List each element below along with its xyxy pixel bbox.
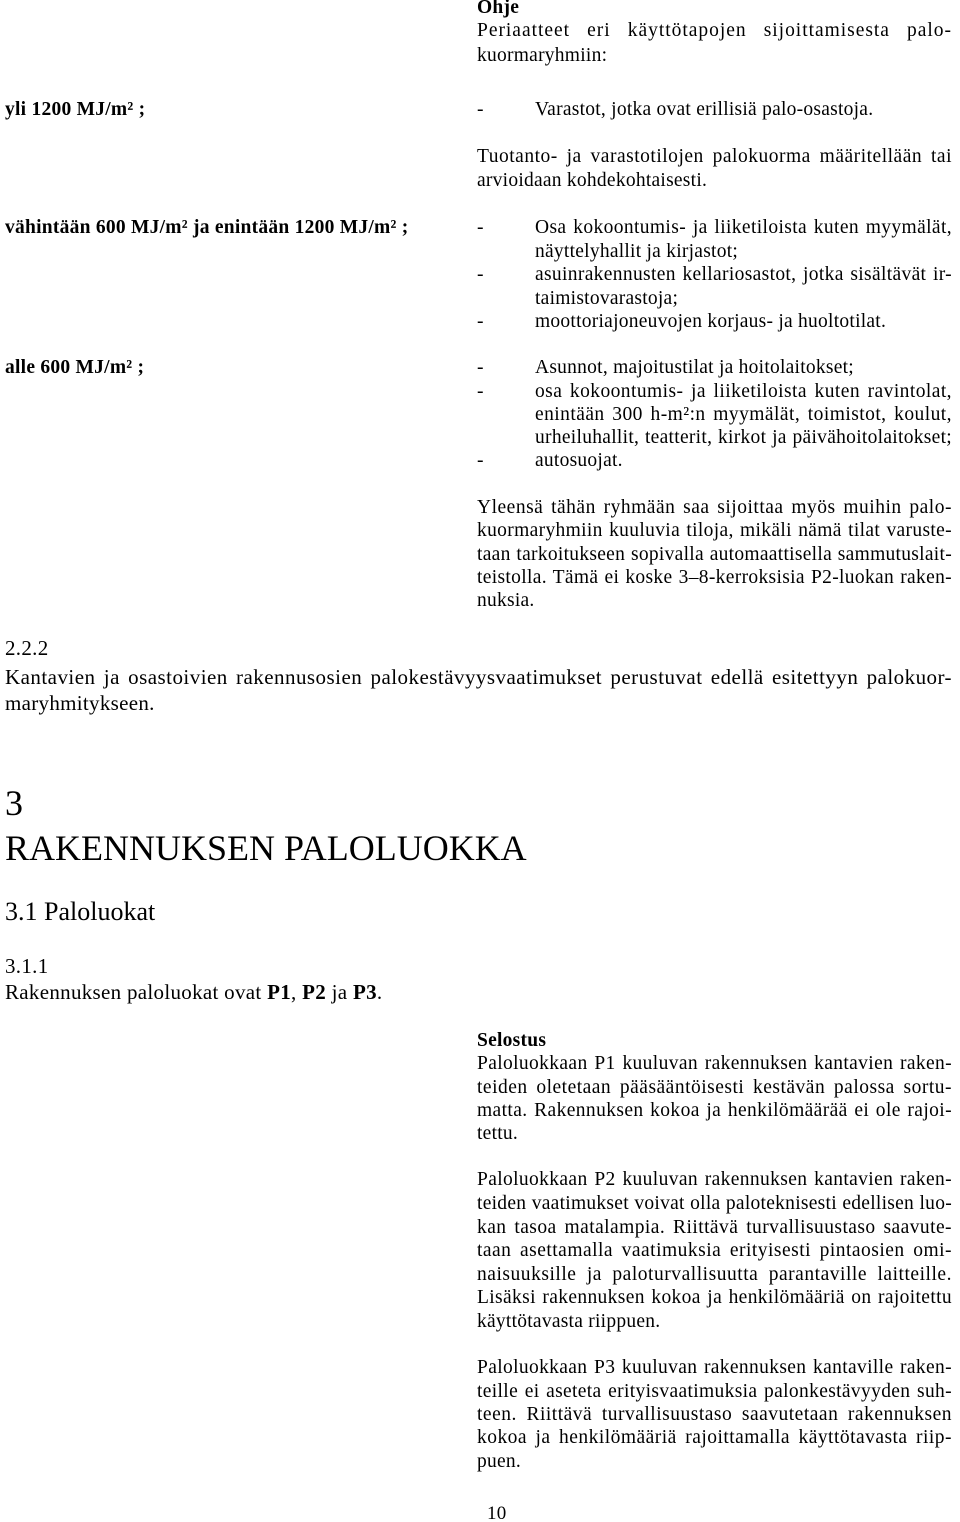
- explanation-label: Selostus: [477, 1030, 547, 1051]
- subsection-number: 3.1.1: [5, 954, 49, 978]
- explanation-line: teille ei aseteta erityisvaatimuksia palonkestävyyden suh-: [477, 1381, 952, 1402]
- explanation-line: naisuuksille ja paloturvallisuutta parantaville laitteille.: [477, 1264, 952, 1285]
- list-item-line: asuinrakennusten kellariosastot, jotka sisältävät ir-: [535, 264, 952, 285]
- section-number: 2.2.2: [5, 636, 49, 660]
- fire-load-group-heading: vähintään 600 MJ/m² ja enintään 1200 MJ/m² ;: [5, 217, 409, 238]
- explanation-line: kokoa ja henkilömääriä rajoittamalla käyttötavasta riip-: [477, 1427, 952, 1448]
- list-item-line: urheiluhallit, teatterit, kirkot ja päivähoitolaitokset;: [535, 427, 952, 448]
- group-note-line: Yleensä tähän ryhmään saa sijoittaa myös muihin palo-: [477, 497, 952, 518]
- list-bullet: -: [477, 99, 484, 120]
- section-heading-title: Paloluokat: [44, 897, 156, 926]
- subsection-text-end: .: [376, 980, 383, 1004]
- list-bullet: -: [477, 217, 484, 238]
- list-item-line: Varastot, jotka ovat erillisiä palo-osastoja.: [535, 99, 874, 120]
- explanation-line: puen.: [477, 1451, 522, 1472]
- explanation-line: teiden oletetaan pääsääntöisesti kestävän palossa sortu-: [477, 1077, 952, 1098]
- explanation-line: tettu.: [477, 1123, 519, 1144]
- list-item-line: Asunnot, majoitustilat ja hoitolaitokset;: [535, 357, 854, 378]
- subsection-text-lead: Rakennuksen paloluokat ovat: [5, 980, 268, 1004]
- fire-load-group-heading: alle 600 MJ/m² ;: [5, 357, 145, 378]
- list-item-line: enintään 300 h-m²:n myymälät, toimistot, koulut,: [535, 404, 952, 425]
- guide-label: Ohje: [477, 0, 520, 18]
- section-text-line: Kantavien ja osastoivien rakennusosien palokestävyysvaatimukset perustuvat edellä esitettyyn palokuor-: [5, 665, 952, 689]
- guide-line: Periaatteet eri käyttötapojen sijoittamisesta palo-: [477, 20, 952, 41]
- list-bullet: -: [477, 264, 484, 285]
- guide-line: kuormaryhmiin:: [477, 45, 608, 66]
- group-note-line: kuormaryhmiin kuuluvia tiloja, mikäli nämä tilat varuste-: [477, 520, 952, 541]
- list-item-line: näyttelyhallit ja kirjastot;: [535, 241, 739, 262]
- subsection-text: [5, 979, 382, 1005]
- list-item-line: autosuojat.: [535, 450, 623, 471]
- chapter-number: 3: [5, 783, 23, 823]
- fire-load-group-heading: yli 1200 MJ/m² ;: [5, 99, 146, 120]
- explanation-line: käyttötavasta riippuen.: [477, 1311, 661, 1332]
- list-item-line: osa kokoontumis- ja liiketiloista kuten ravintolat,: [535, 381, 952, 402]
- list-item-line: taimistovarastoja;: [535, 288, 679, 309]
- list-bullet: -: [477, 357, 484, 378]
- list-bullet: -: [477, 311, 484, 332]
- subsection-text-separator: ,: [291, 980, 303, 1004]
- explanation-line: teiden vaatimukset voivat olla paloteknisesti edellisen luo-: [477, 1193, 952, 1214]
- group-note-line: Tuotanto- ja varastotilojen palokuorma määritellään tai: [477, 146, 952, 167]
- list-bullet: -: [477, 450, 484, 471]
- list-item-line: moottoriajoneuvojen korjaus- ja huoltotilat.: [535, 311, 887, 332]
- group-note-line: teistolla. Tämä ei koske 3–8-kerroksisia P2-luokan raken-: [477, 567, 952, 588]
- section-heading: [5, 897, 155, 927]
- group-note-line: nuksia.: [477, 590, 535, 611]
- list-item-line: Osa kokoontumis- ja liiketiloista kuten myymälät,: [535, 217, 952, 238]
- list-bullet: -: [477, 381, 484, 402]
- fire-class-p2: P2: [302, 980, 327, 1004]
- explanation-line: matta. Rakennuksen kokoa ja henkilömäärää ei ole rajoi-: [477, 1100, 952, 1121]
- explanation-line: teen. Riittävä turvallisuustaso saavutetaan rakennuksen: [477, 1404, 952, 1425]
- fire-class-p3: P3: [352, 980, 377, 1004]
- group-note-line: arvioidaan kohdekohtaisesti.: [477, 170, 708, 191]
- chapter-title: RAKENNUKSEN PALOLUOKKA: [5, 828, 527, 868]
- explanation-line: Paloluokkaan P2 kuuluvan rakennuksen kantavien raken-: [477, 1169, 952, 1190]
- page-number: 10: [487, 1503, 507, 1522]
- explanation-line: kan tasoa matalampia. Riittävä turvallisuustaso saavute-: [477, 1217, 952, 1238]
- group-note-line: taan tarkoitukseen sopivalla automaattisella sammutuslait-: [477, 544, 952, 565]
- subsection-text-separator: ja: [326, 980, 353, 1004]
- section-text-line: maryhmitykseen.: [5, 691, 155, 715]
- section-heading-number: 3.1: [5, 897, 38, 926]
- explanation-line: Paloluokkaan P3 kuuluvan rakennuksen kantaville raken-: [477, 1357, 952, 1378]
- explanation-line: Paloluokkaan P1 kuuluvan rakennuksen kantavien raken-: [477, 1053, 952, 1074]
- explanation-line: Lisäksi rakennuksen kokoa ja henkilömääriä on rajoitettu: [477, 1287, 952, 1308]
- fire-class-p1: P1: [267, 980, 292, 1004]
- explanation-line: taan asettamalla vaatimuksia erityisesti pintaosien omi-: [477, 1240, 952, 1261]
